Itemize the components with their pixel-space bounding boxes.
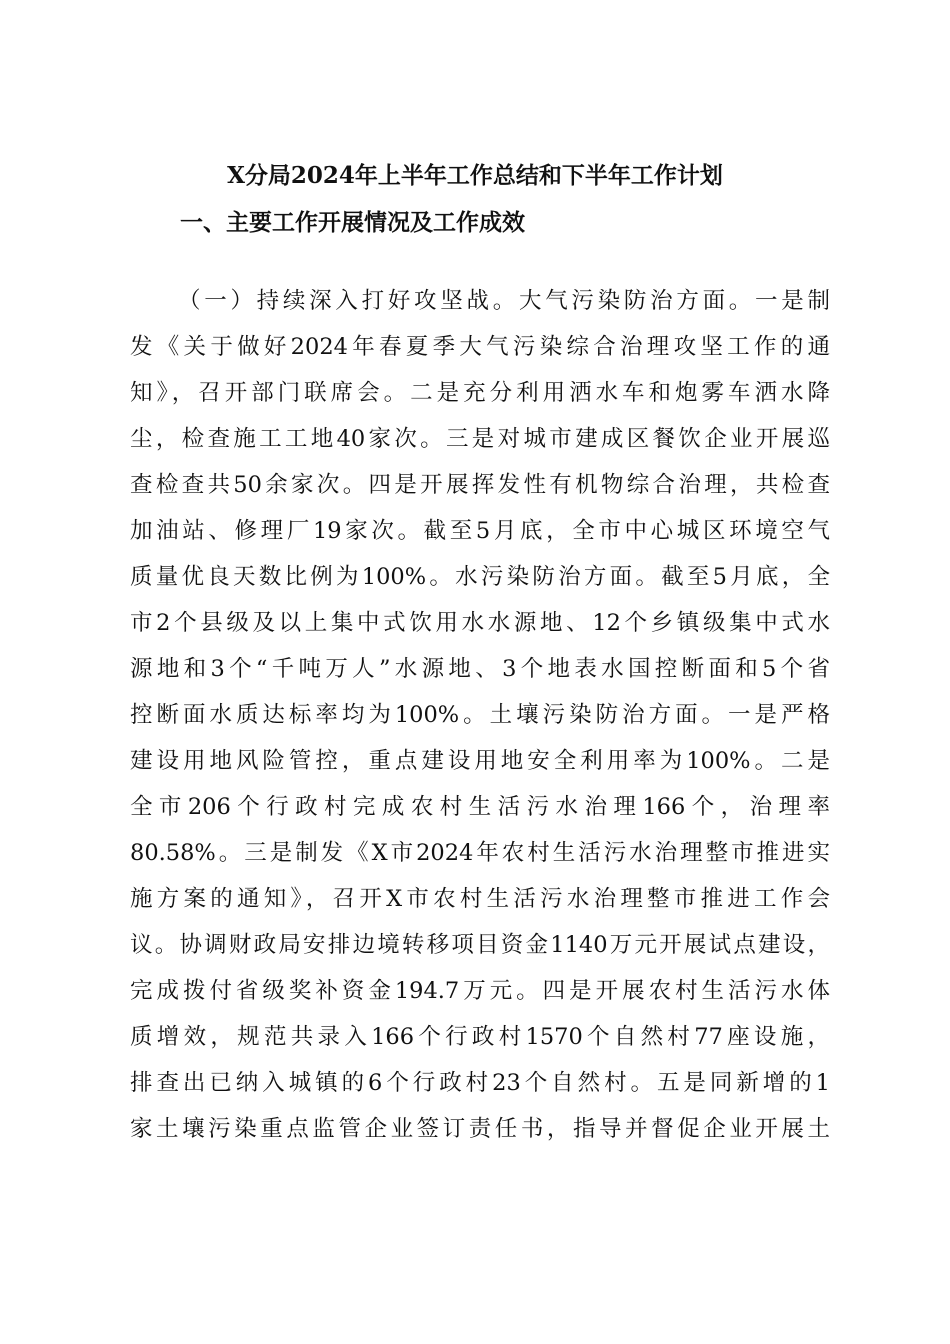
- paragraph-line: （一）持续深入打好攻坚战。大气污染防治方面。一是制: [178, 288, 830, 314]
- paragraph-line: 议。协调财政局安排边境转移项目资金1140万元开展试点建设，: [130, 932, 830, 958]
- paragraph-line: 排查出已纳入城镇的6个行政村23个自然村。五是同新增的1: [130, 1070, 830, 1096]
- paragraph-line: 建设用地风险管控，重点建设用地安全利用率为100%。二是: [130, 748, 830, 774]
- body-paragraph: [130, 278, 830, 1152]
- paragraph-line: 完成拨付省级奖补资金194.7万元。四是开展农村生活污水体: [130, 978, 830, 1004]
- section-heading: 一、主要工作开展情况及工作成效: [180, 210, 525, 236]
- paragraph-line: 查检查共50余家次。四是开展挥发性有机物综合治理，共检查: [130, 472, 830, 498]
- paragraph-line: 发《关于做好2024年春夏季大气污染综合治理攻坚工作的通: [130, 334, 830, 360]
- paragraph-line: 市2个县级及以上集中式饮用水水源地、12个乡镇级集中式水: [130, 610, 830, 636]
- paragraph-line: 尘，检查施工工地40家次。三是对城市建成区餐饮企业开展巡: [130, 426, 830, 452]
- document-title: X分局2024年上半年工作总结和下半年工作计划: [227, 162, 723, 189]
- paragraph-line: 施方案的通知》，召开X市农村生活污水治理整市推进工作会: [130, 886, 830, 912]
- paragraph-line: 知》，召开部门联席会。二是充分利用洒水车和炮雾车洒水降: [130, 380, 830, 406]
- paragraph-line: 加油站、修理厂19家次。截至5月底，全市中心城区环境空气: [130, 518, 830, 544]
- paragraph-line: 质增效，规范共录入166个行政村1570个自然村77座设施，: [130, 1024, 830, 1050]
- paragraph-line: 源地和3个“千吨万人”水源地、3个地表水国控断面和5个省: [130, 656, 830, 682]
- paragraph-line: 80.58%。三是制发《X市2024年农村生活污水治理整市推进实: [130, 840, 830, 866]
- paragraph-line: 家土壤污染重点监管企业签订责任书，指导并督促企业开展土: [130, 1116, 830, 1142]
- paragraph-line: 质量优良天数比例为100%。水污染防治方面。截至5月底，全: [130, 564, 830, 590]
- paragraph-line: 全市206个行政村完成农村生活污水治理166个，治理率: [130, 794, 830, 820]
- paragraph-line: 控断面水质达标率均为100%。土壤污染防治方面。一是严格: [130, 702, 830, 728]
